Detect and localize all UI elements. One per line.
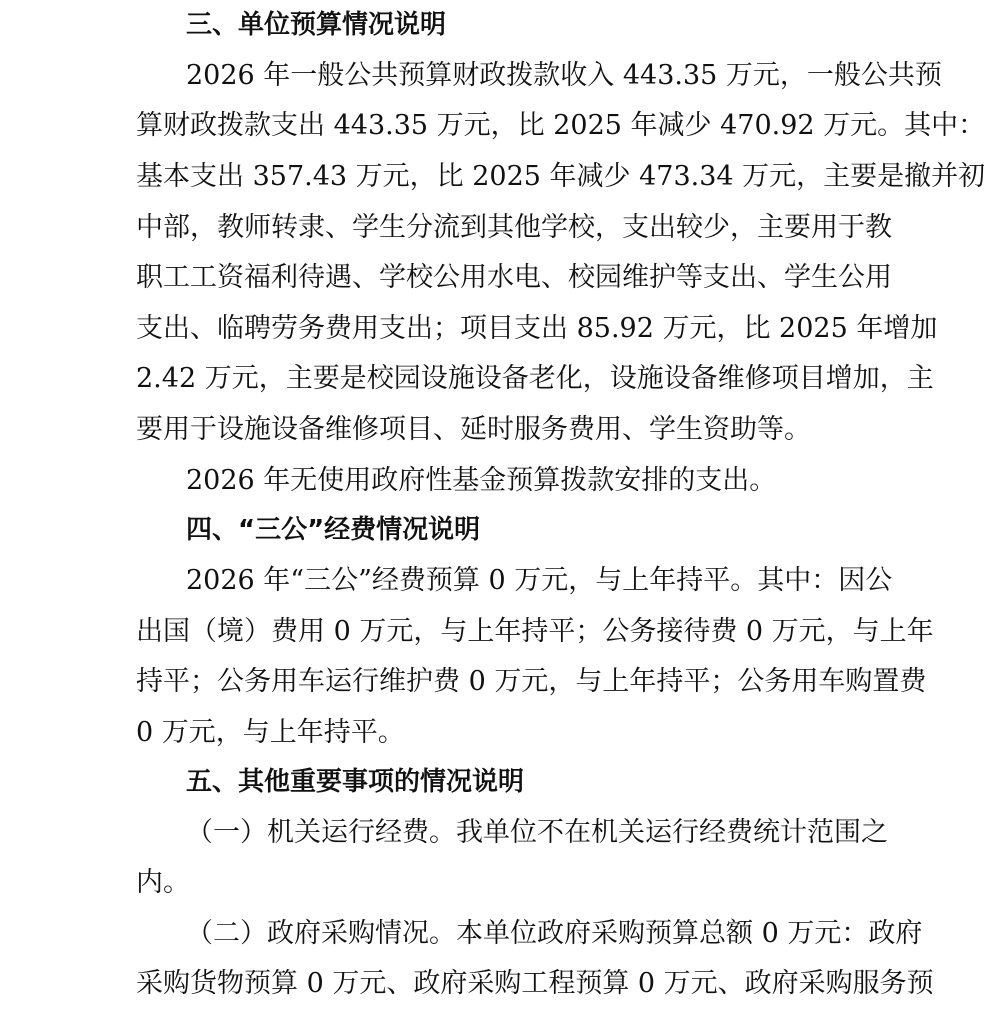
section-3-heading: 三、单位预算情况说明 (186, 10, 447, 40)
section-5-heading: 五、其他重要事项的情况说明 (186, 767, 525, 797)
section-3-paragraph-1-line-6: 支出、临聘劳务费用支出；项目支出 85.92 万元，比 2025 年增加 (136, 313, 938, 344)
section-3-paragraph-1-line-2: 算财政拨款支出 443.35 万元，比 2025 年减少 470.92 万元。其中： (136, 110, 986, 141)
section-5-item-2-line-1: （二）政府采购情况。本单位政府采购预算总额 0 万元：政府 (186, 918, 923, 949)
section-3-paragraph-1-line-7: 2.42 万元，主要是校园设施设备老化，设施设备维修项目增加，主 (136, 363, 934, 394)
section-4-paragraph-line-1: 2026 年“三公”经费预算 0 万元，与上年持平。其中：因公 (186, 565, 893, 596)
section-3-paragraph-1-line-8: 要用于设施设备维修项目、延时服务费用、学生资助等。 (136, 414, 811, 445)
section-3-paragraph-1-line-3: 基本支出 357.43 万元，比 2025 年减少 473.34 万元，主要是撤并初 (136, 161, 986, 192)
section-5-item-1-line-2: 内。 (136, 867, 190, 898)
section-3-paragraph-2: 2026 年无使用政府性基金预算拨款安排的支出。 (186, 465, 777, 496)
section-3-paragraph-1-line-4: 中部，教师转隶、学生分流到其他学校，支出较少，主要用于教 (136, 212, 892, 243)
section-5-item-2-line-2: 采购货物预算 0 万元、政府采购工程预算 0 万元、政府采购服务预 (136, 968, 934, 999)
section-3-paragraph-1-line-1: 2026 年一般公共预算财政拨款收入 443.35 万元，一般公共预 (186, 60, 942, 91)
section-4-paragraph-line-2: 出国（境）费用 0 万元，与上年持平；公务接待费 0 万元，与上年 (136, 616, 934, 647)
section-3-paragraph-1-line-5: 职工工资福利待遇、学校公用水电、校园维护等支出、学生公用 (136, 262, 892, 293)
section-4-heading: 四、“三公”经费情况说明 (186, 515, 481, 545)
section-4-paragraph-line-4: 0 万元，与上年持平。 (136, 717, 405, 748)
section-4-paragraph-line-3: 持平；公务用车运行维护费 0 万元，与上年持平；公务用车购置费 (136, 666, 927, 697)
section-5-item-1-line-1: （一）机关运行经费。我单位不在机关运行经费统计范围之 (186, 817, 888, 848)
